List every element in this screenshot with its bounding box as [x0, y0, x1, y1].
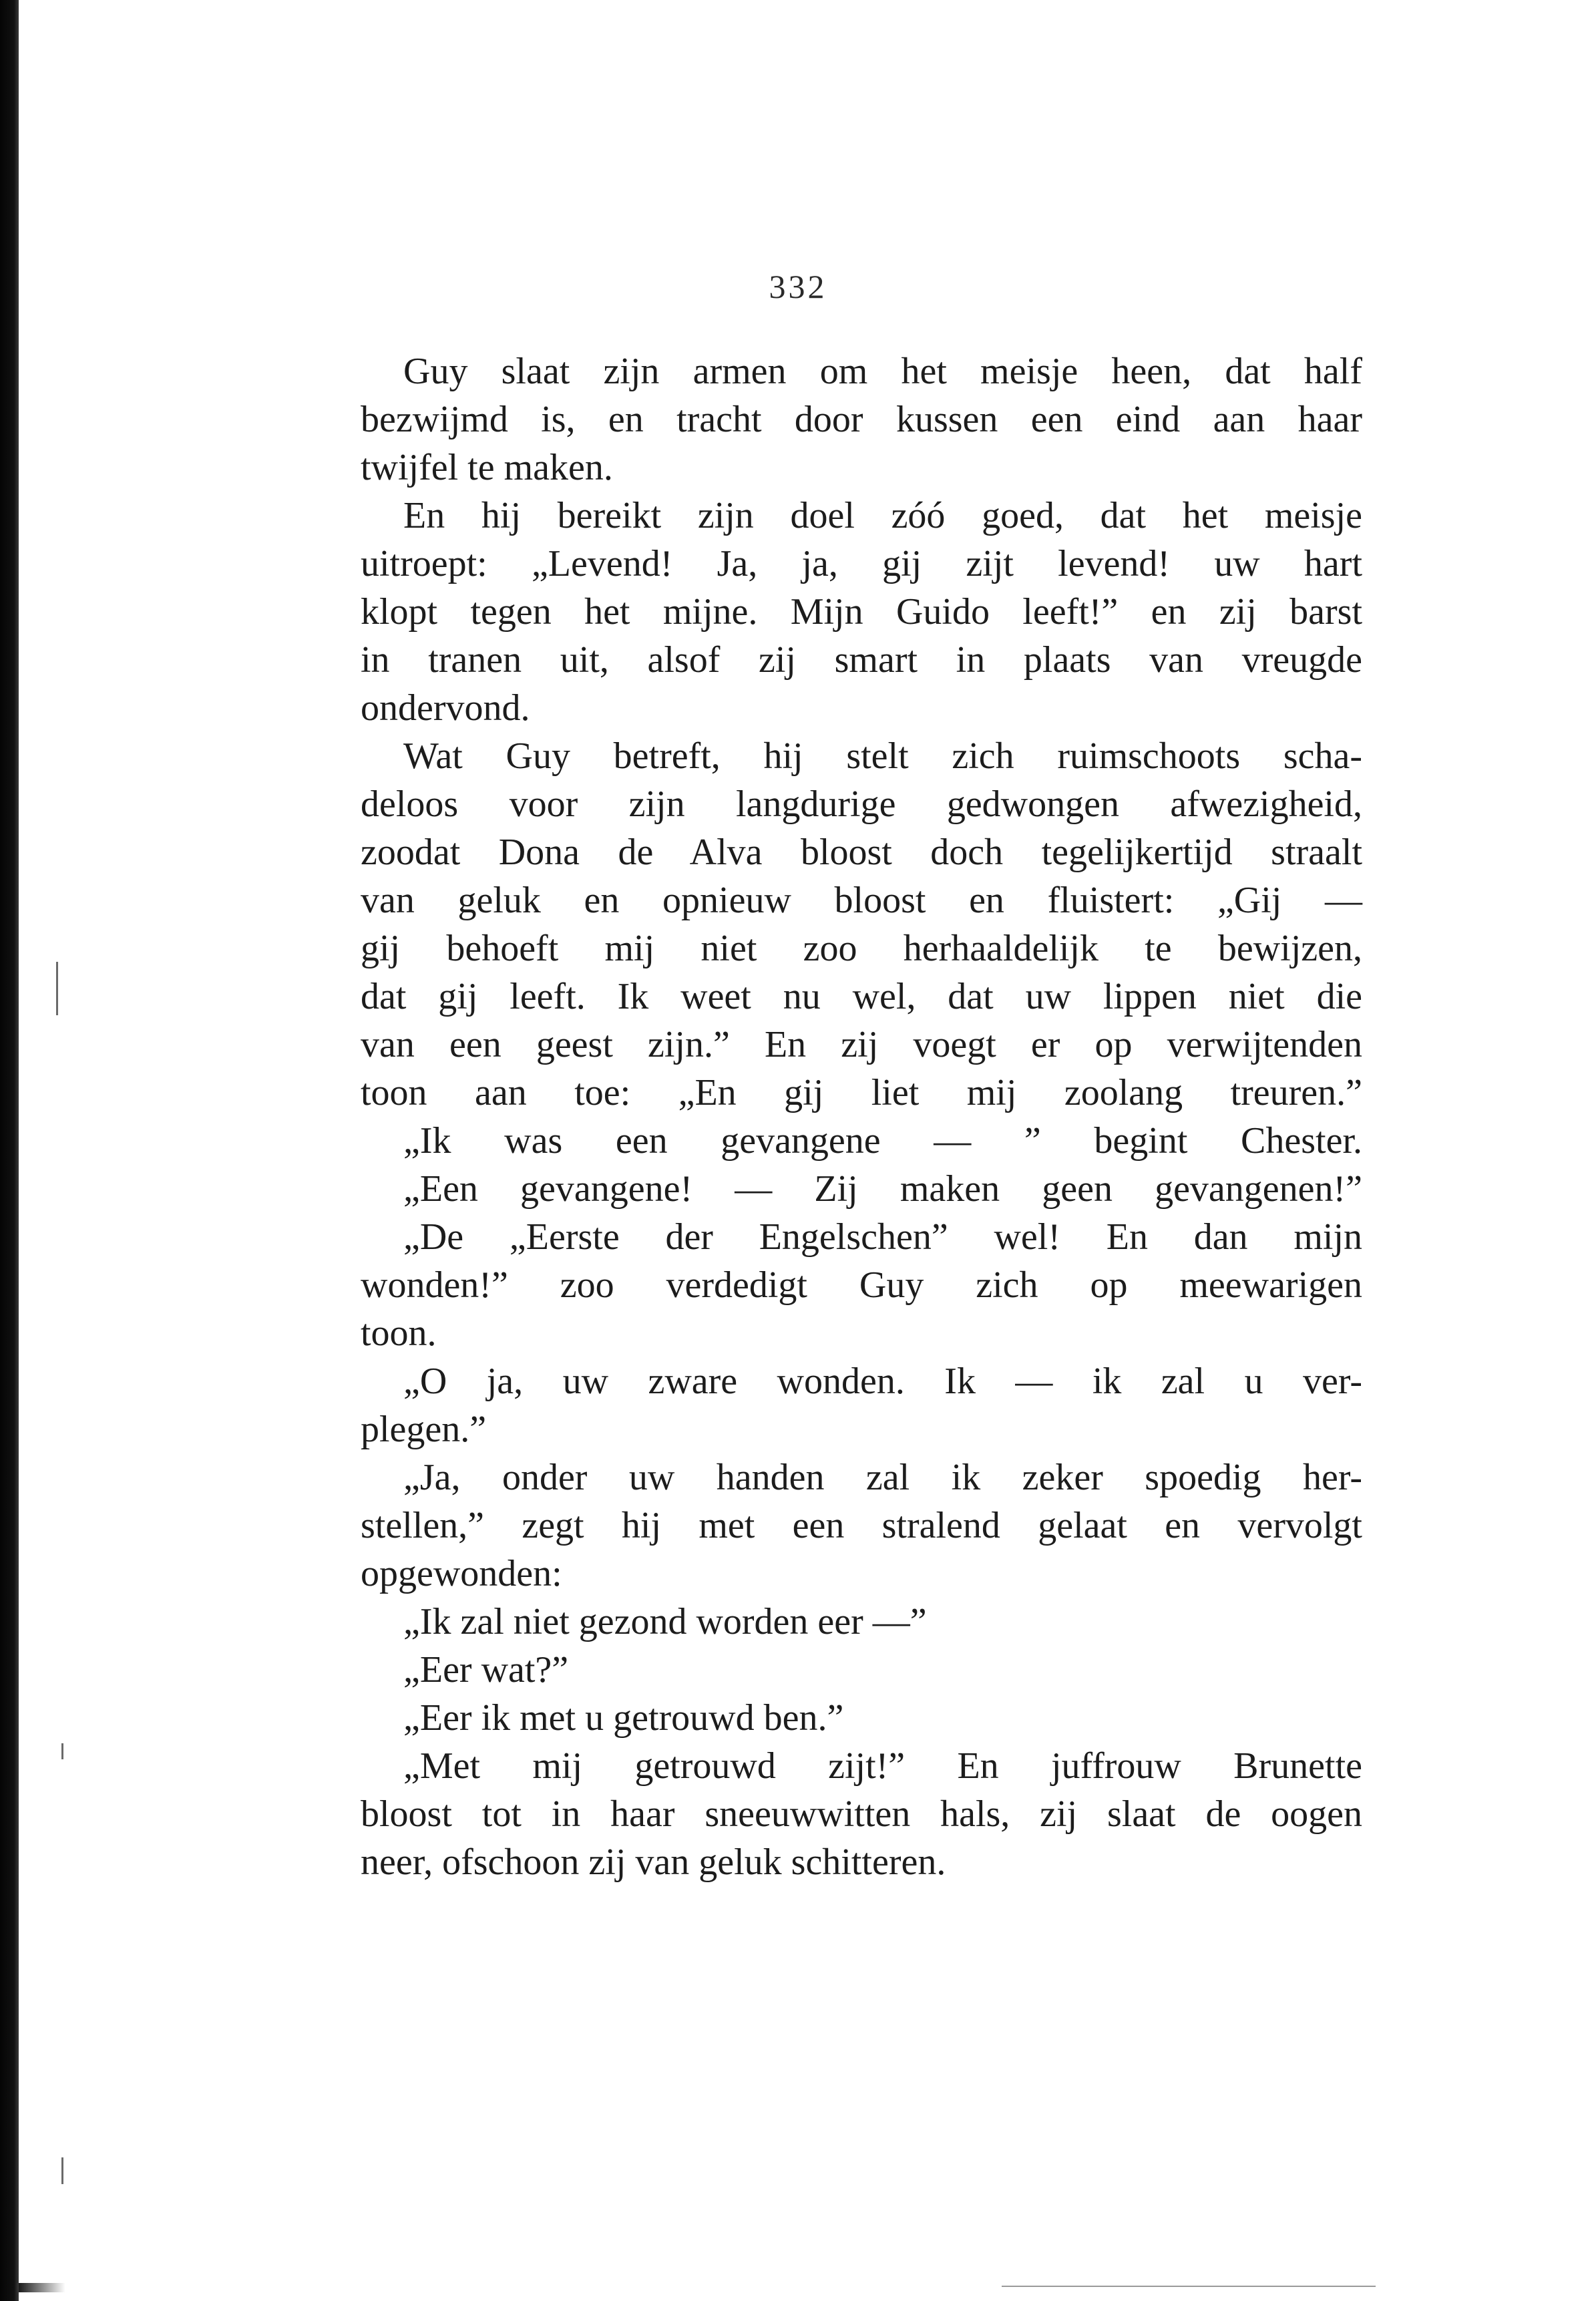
gutter-mark	[56, 962, 58, 1015]
text-line: neer, ofschoon zij van geluk schitteren.	[361, 1841, 946, 1883]
text-line: „Een gevangene! — Zij maken geen gevangenen!”	[403, 1168, 1362, 1210]
text-line: uitroept: „Levend! Ja, ja, gij zijt levend! uw hart	[361, 543, 1362, 584]
gutter-mark	[61, 1743, 63, 1759]
scan-edge	[0, 0, 19, 2301]
text-line: ondervond.	[361, 687, 530, 729]
text-line: „Met mij getrouwd zijt!” En juffrouw Brunette	[403, 1745, 1362, 1787]
text-line: Guy slaat zijn armen om het meisje heen, dat half	[403, 351, 1362, 392]
text-line: stellen,” zegt hij met een stralend gelaat en vervolgt	[361, 1505, 1362, 1546]
text-line: bloost tot in haar sneeuwwitten hals, zij slaat de oogen	[361, 1793, 1362, 1835]
text-line: „Eer wat?”	[403, 1649, 569, 1691]
gutter-mark	[61, 2157, 63, 2184]
text-line: bezwijmd is, en tracht door kussen een eind aan haar	[361, 399, 1362, 440]
text-line: klopt tegen het mijne. Mijn Guido leeft!” en zij barst	[361, 591, 1362, 633]
text-line: opgewonden:	[361, 1553, 562, 1594]
text-line: Wat Guy betreft, hij stelt zich ruimschoots scha-	[403, 735, 1362, 777]
scan-speck	[1002, 2286, 1376, 2287]
text-line: van een geest zijn.” En zij voegt er op verwijtenden	[361, 1024, 1362, 1065]
text-line: wonden!” zoo verdedigt Guy zich op meewarigen	[361, 1264, 1362, 1306]
text-line: toon.	[361, 1312, 437, 1354]
scan-edge-foot	[19, 2283, 65, 2292]
text-line: in tranen uit, alsof zij smart in plaats van vreugde	[361, 639, 1362, 681]
text-line: zoodat Dona de Alva bloost doch tegelijkertijd straalt	[361, 832, 1362, 873]
text-line: „Ja, onder uw handen zal ik zeker spoedig her-	[403, 1457, 1362, 1498]
text-line: twijfel te maken.	[361, 447, 613, 488]
text-line: toon aan toe: „En gij liet mij zoolang treuren.”	[361, 1072, 1362, 1113]
text-line: plegen.”	[361, 1409, 487, 1450]
text-line: dat gij leeft. Ik weet nu wel, dat uw lippen niet die	[361, 976, 1362, 1017]
page-number: 332	[769, 268, 827, 305]
text-line: „De „Eerste der Engelschen” wel! En dan mijn	[403, 1216, 1362, 1258]
text-line: van geluk en opnieuw bloost en fluistert: „Gij —	[361, 880, 1362, 921]
text-block	[361, 347, 1362, 1886]
text-line: „Ik zal niet gezond worden eer —”	[403, 1601, 927, 1642]
text-line: „Ik was een gevangene — ” begint Chester.	[403, 1120, 1362, 1162]
text-line: deloos voor zijn langdurige gedwongen afwezigheid,	[361, 783, 1362, 825]
text-line: „O ja, uw zware wonden. Ik — ik zal u ver-	[403, 1361, 1362, 1402]
text-line: „Eer ik met u getrouwd ben.”	[403, 1697, 844, 1739]
text-line: gij behoeft mij niet zoo herhaaldelijk te bewijzen,	[361, 928, 1362, 969]
text-line: En hij bereikt zijn doel zóó goed, dat het meisje	[403, 495, 1362, 536]
